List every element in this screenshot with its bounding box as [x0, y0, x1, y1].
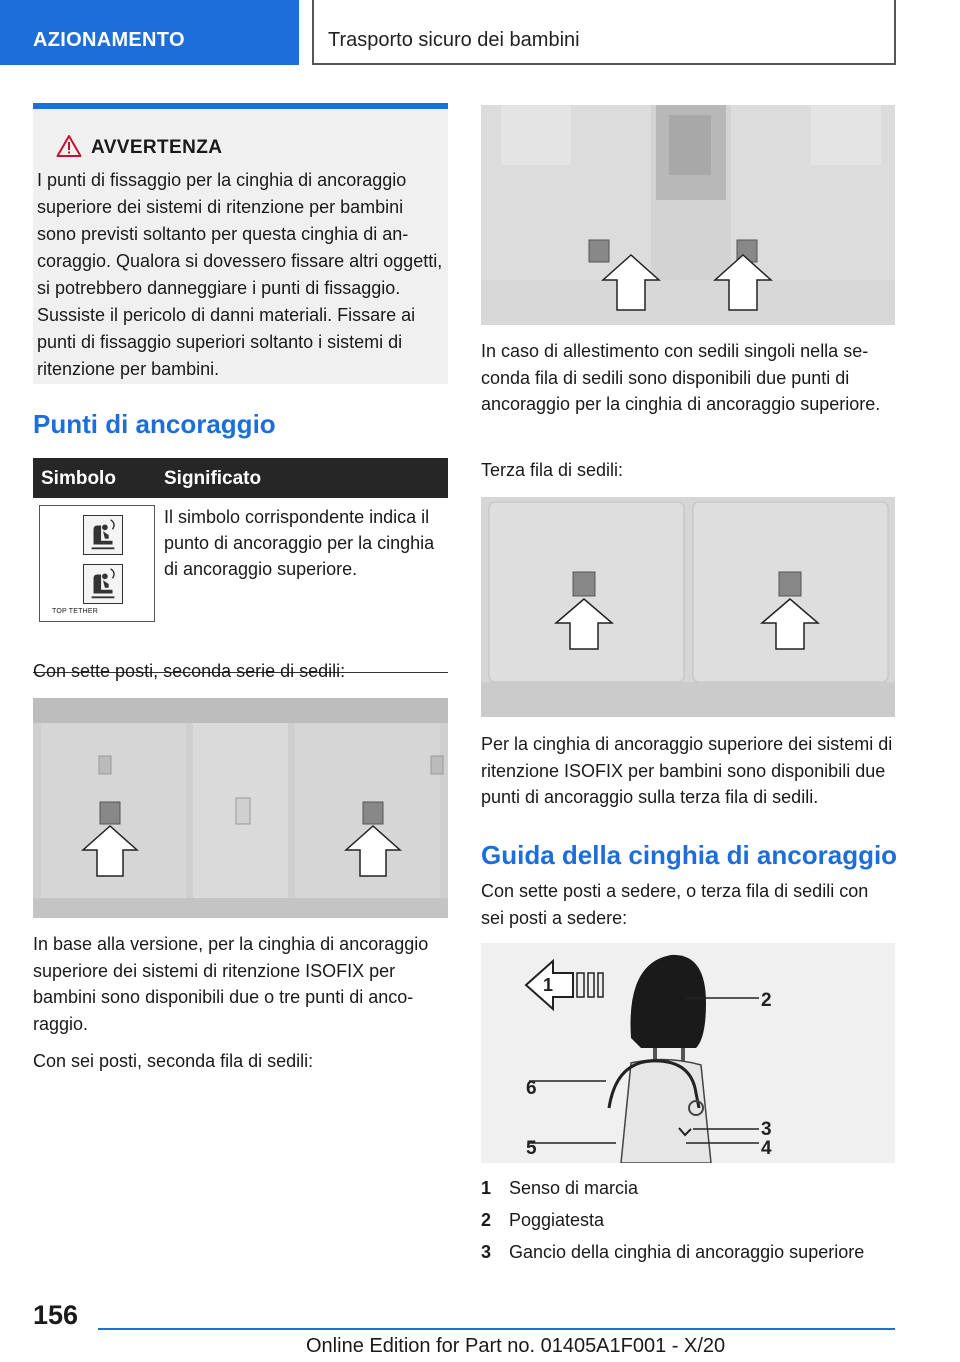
paragraph-six-seats: Con sei posti, seconda fila di sedili: — [33, 1051, 314, 1071]
paragraph-single-seats: In caso di allestimento con sedili singoli nella seconda fila di sedili sono disponibili due punti di ancoraggio per la cinghia di ancoraggio superiore. — [481, 341, 881, 414]
col-header-meaning: Significato — [164, 468, 262, 489]
top-tether-icon — [83, 564, 123, 604]
footer-divider — [98, 1328, 895, 1330]
section-tab-label: AZIONAMENTO — [33, 29, 185, 51]
paragraph-strap-intro: Con sette posti a sedere, o terza fila di sedili con sei posti a sedere: — [481, 881, 869, 928]
photo-third-row — [481, 497, 895, 717]
section-tab — [0, 0, 299, 65]
diagram-legend — [481, 1178, 895, 1268]
top-tether-symbol — [39, 505, 155, 622]
table-row — [33, 498, 448, 673]
legend-text-1: Senso di marcia — [509, 1178, 639, 1198]
diagram-label-4: 4 — [761, 1138, 772, 1159]
diagram-label-2: 2 — [761, 990, 772, 1011]
paragraph-versions: In base alla versione, per la cinghia di ancoraggio superiore dei sistemi di ritenzione ISOFIX per bambini sono disponibili due o tre punti di ancoraggio. — [33, 934, 429, 1034]
warning-title: AVVERTENZA — [91, 137, 223, 158]
chapter-header — [312, 0, 896, 65]
footer-edition: Online Edition for Part no. 01405A1F001 - X/20 — [306, 1335, 726, 1357]
legend-num-2: 2 — [481, 1210, 492, 1230]
legend-num-3: 3 — [481, 1242, 492, 1262]
paragraph-third-row: Terza fila di sedili: — [481, 460, 624, 480]
legend-text-3: Gancio della cinghia di ancoraggio superiore — [509, 1242, 865, 1262]
top-tether-caption: TOP TETHER — [52, 608, 98, 615]
heading-strap-routing: Guida della cinghia di ancoraggio — [481, 840, 898, 870]
diagram-label-1: 1 — [543, 975, 554, 995]
legend-text-2: Poggiatesta — [509, 1210, 605, 1230]
warning-triangle-icon — [56, 134, 82, 158]
heading-anchor-points: Punti di ancoraggio — [33, 409, 276, 439]
paragraph-seven-seats: Con sette posti, seconda serie di sedili: — [33, 661, 346, 681]
photo-second-row-seven-seats — [33, 698, 448, 918]
child-seat-anchor-icon — [83, 515, 123, 555]
table-header — [33, 458, 448, 498]
warning-box — [33, 103, 448, 384]
legend-num-1: 1 — [481, 1178, 492, 1198]
photo-second-row-single-seats — [481, 105, 895, 325]
warning-text: I punti di fissaggio per la cinghia di ancoraggio superiore dei sistemi di ritenzione per bambini sono previsti soltanto per questa cinghia di ancoraggio. Qualora si dovessero fissare altri oggetti, si potrebbero danneggiare i punti di fissaggio. Sussiste il pericolo di danni materiali. Fissare ai punti di fissaggio superiori soltanto i sistemi di ritenzione per bambini. — [37, 170, 443, 379]
page-number: 156 — [33, 1300, 79, 1330]
diagram-strap-routing — [481, 943, 895, 1163]
paragraph-third-row-points: Per la cinghia di ancoraggio superiore dei sistemi di ritenzione ISOFIX per bambini sono disponibili due punti di ancoraggio sulla terza fila di sedili. — [481, 734, 893, 807]
diagram-label-5: 5 — [526, 1138, 537, 1159]
diagram-label-6: 6 — [526, 1078, 537, 1099]
symbol-table — [33, 458, 448, 673]
chapter-title: Trasporto sicuro dei bambini — [328, 29, 580, 51]
meaning-text: Il simbolo corrispondente indica il punto di ancoraggio per la cinghia di ancoraggio superiore. — [164, 507, 435, 579]
col-header-symbol: Simbolo — [41, 468, 116, 489]
diagram-label-3: 3 — [761, 1119, 772, 1140]
